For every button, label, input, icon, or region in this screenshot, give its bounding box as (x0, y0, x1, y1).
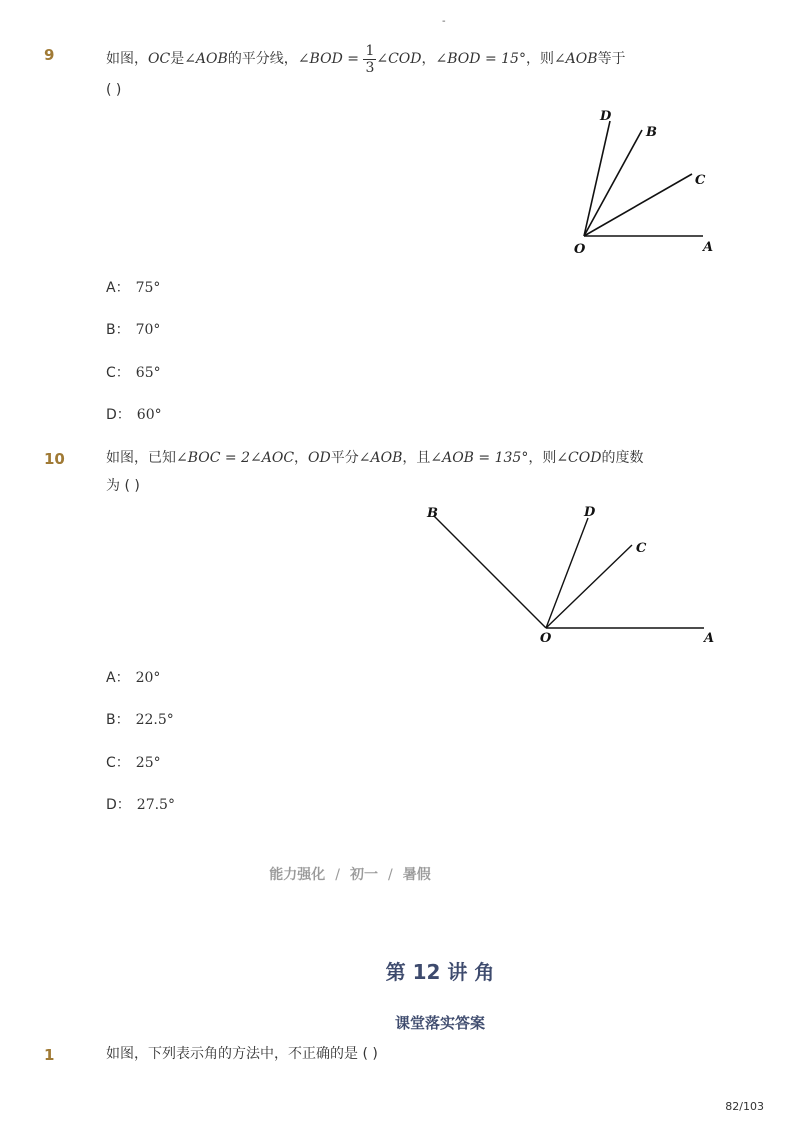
option-c[interactable]: C： 25° (106, 755, 161, 771)
point-label-b: B (427, 506, 438, 521)
top-mark: - (442, 16, 446, 27)
question-number: 10 (44, 450, 65, 468)
running-footer: 能力强化 / 初一 / 暑假 (269, 867, 431, 883)
option-c[interactable]: C： 65° (106, 365, 161, 381)
option-a[interactable]: A： 75° (106, 280, 161, 296)
point-label-b: B (646, 125, 657, 140)
question-text: 如图，已知∠BOC = 2∠AOC，OD平分∠AOB，且∠AOB = 135°，则∠COD的度数 为 ( ) (106, 450, 644, 494)
point-label-o: O (574, 242, 586, 257)
point-label-d: D (584, 505, 596, 520)
point-label-a: A (703, 240, 714, 255)
angle-figure (420, 500, 730, 650)
ray-od (546, 518, 588, 628)
section-title: 课堂落实答案 (394, 1014, 485, 1032)
option-b[interactable]: B： 22.5° (106, 712, 174, 728)
option-b[interactable]: B： 70° (106, 322, 161, 338)
fraction: $\frac{1}{3}$ (365, 42, 375, 76)
ray-oc (546, 545, 632, 628)
point-label-a: A (704, 631, 715, 646)
ray-od (584, 121, 610, 236)
point-label-c: C (636, 541, 647, 556)
point-label-d: D (600, 109, 612, 124)
question-text: 如图，下列表示角的方法中，不正确的是 ( ) (106, 1046, 378, 1062)
angle-figure (560, 104, 730, 264)
question-number: 9 (44, 46, 55, 64)
lecture-title: 第 12 讲 角 (385, 960, 495, 984)
page-number: 82/103 (725, 1100, 764, 1113)
point-label-c: C (695, 173, 706, 188)
ray-ob (434, 516, 546, 628)
question-text: 如图，OC是∠AOB的平分线，∠BOD = $\frac{1}{3}$ ∠COD，∠BOD = 15°，则∠AOB等于 ( ) (106, 42, 626, 98)
option-d[interactable]: D： 27.5° (106, 797, 175, 813)
option-a[interactable]: A： 20° (106, 670, 161, 686)
question-number: 1 (44, 1046, 55, 1064)
point-label-o: O (540, 631, 552, 646)
option-d[interactable]: D： 60° (106, 407, 162, 423)
